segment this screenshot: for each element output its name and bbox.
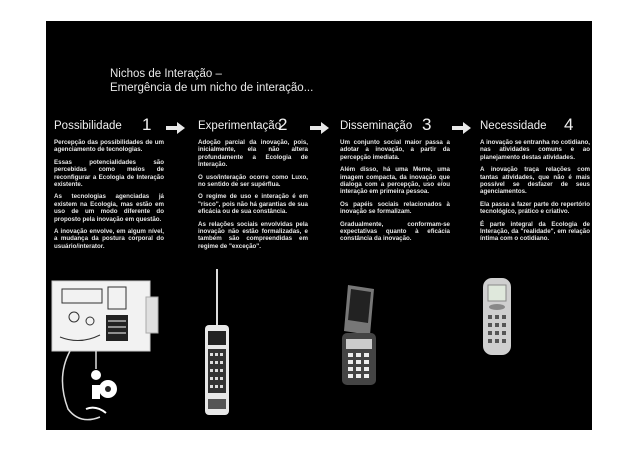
candybar-phone-icon [482,277,512,357]
stage-paragraph: Adoção parcial da inovação, pois, inicialmente, ela não altera profundamente a Ecologia de Interação. [198,139,308,169]
stage-paragraph: Um conjunto social maior passa a adotar a inovação, a partir da percepção imediata. [340,139,450,161]
stage-title: Possibilidade [54,120,122,132]
stage-paragraph: A inovação traça relações com tantas atividades, que não é mais possível se desfazer de seus agenciamentos. [480,166,590,196]
brick-cellphone-icon [202,269,232,419]
stage-number: 2 [278,115,288,134]
arrow-right-icon [310,122,330,134]
slide-heading [110,67,313,95]
stage-paragraph: O uso/interação ocorre como Luxo, no sentido de ser supérflua. [198,173,308,189]
stage-number: 4 [564,115,574,134]
slide [46,21,592,430]
stage-paragraph: Percepção das possibilidades de um agenciamento de tecnologias. [54,139,164,154]
arrow-right-icon [452,122,472,134]
flip-phone-icon [340,283,380,387]
stage-paragraph: É parte integral da Ecologia de Interação, da "realidade", em relação íntima com o cotidiano. [480,220,590,243]
heading-line-1: Nichos de Interação – [110,68,222,80]
stage-paragraph: Essas potencialidades são percebidas como meios de reconfigurar a Ecologia de Interação existente. [54,158,164,189]
arrow-right-icon [166,122,186,134]
stage-paragraph: As relações sociais envolvidas pela inovação não estão formalizadas, e também são compreendidas em regime de "exceção". [198,220,308,250]
stage-paragraph: Gradualmente, conformam-se expectativas quanto à eficácia constância da inovação. [340,220,450,243]
stage-header [480,117,590,139]
stage-description [480,139,590,243]
stage-header [340,117,450,139]
stage-title: Necessidade [480,120,547,132]
stage-column-disseminacao [340,117,450,248]
stage-title: Experimentação [198,120,282,132]
stage-header [54,117,164,139]
stage-paragraph: Os papéis sociais relacionados à inovação se formalizam. [340,200,450,216]
stage-paragraph: A inovação envolve, em algum nível, a mudança da postura corporal do usuário/interator. [54,228,164,250]
stage-paragraph: Além disso, há uma Meme, uma imagem compacta, da inovação que dialoga com a percepção, uso e/ou interação em primeira pessoa. [340,166,450,196]
stage-number: 1 [142,115,152,134]
stage-paragraph: A inovação se entranha no cotidiano, nas atividades comuns e ao planejamento destas atividades. [480,139,590,161]
stage-header [198,117,308,139]
stage-description [198,139,308,250]
stage-paragraph: As tecnologias agenciadas já existem na Ecologia, mas estão em uso de um modo diferente do proposto pela inovação em questão. [54,193,164,223]
stage-column-experimentacao [198,117,308,255]
stage-paragraph: Ela passa a fazer parte do repertório tecnológico, prático e criativo. [480,200,590,216]
heading-line-2: Emergência de um nicho de interação... [110,82,314,94]
stage-paragraph: O regime de uso e interação é em "risco", pois não há garantias de sua eficácia ou de sua constância. [198,193,308,216]
stage-column-possibilidade [54,117,164,255]
stage-title: Disseminação [340,120,413,132]
stage-description [340,139,450,243]
stage-description [54,139,164,250]
stage-column-necessidade [480,117,590,248]
switchboard-telephone-icon [50,277,162,427]
stage-number: 3 [422,115,432,134]
